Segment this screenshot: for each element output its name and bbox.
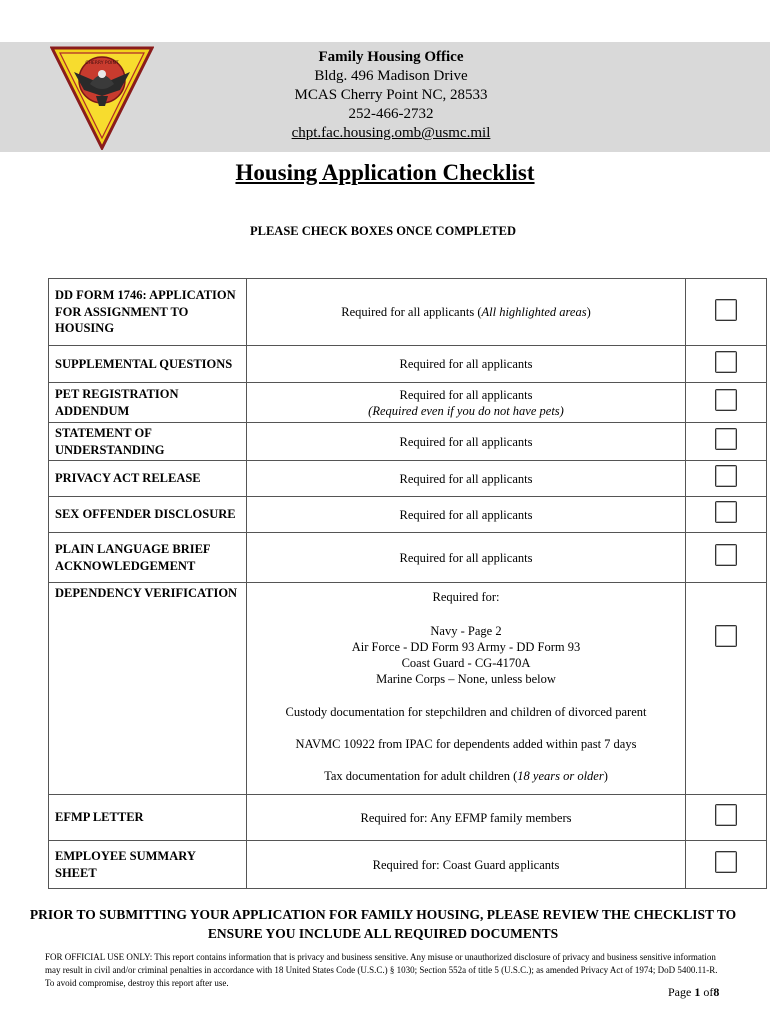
page-title: Housing Application Checklist xyxy=(235,160,535,185)
letterhead xyxy=(0,42,770,152)
dependency-intro: Required for: xyxy=(432,590,500,604)
row-label: PRIVACY ACT RELEASE xyxy=(49,461,247,497)
privacy-act-release-checkbox[interactable] xyxy=(715,465,737,487)
row-label: EMPLOYEE SUMMARY SHEET xyxy=(49,841,247,889)
sex-offender-disclosure-checkbox[interactable] xyxy=(715,501,737,523)
dependency-tax: Tax documentation for adult children (18 years or older) xyxy=(324,769,608,783)
row-label: EFMP LETTER xyxy=(49,795,247,841)
table-row xyxy=(49,279,767,346)
checkbox-cell xyxy=(686,795,767,841)
checkbox-cell xyxy=(686,346,767,383)
supplemental-questions-checkbox[interactable] xyxy=(715,351,737,373)
row-requirement: Required for all applicants xyxy=(247,497,686,533)
office-address-line1: Bldg. 496 Madison Drive xyxy=(314,68,468,84)
table-row xyxy=(49,533,767,583)
office-phone: 252-466-2732 xyxy=(348,106,434,122)
checkbox-cell xyxy=(686,497,767,533)
row-requirement: Required for all applicants xyxy=(247,533,686,583)
table-row xyxy=(49,497,767,533)
checklist-table xyxy=(48,278,767,889)
checkbox-cell xyxy=(686,583,767,795)
row-label: DD FORM 1746: APPLICATION FOR ASSIGNMENT TO HOUSING xyxy=(49,279,247,346)
fouo-notice: FOR OFFICIAL USE ONLY: This report contains information that is privacy and business sensitive. Any misuse or unauthorized disclosure of privacy and business sensitive information may result in civil and/or criminal penalties in accordance with 18 United States Code (U.S.C.) § 1030; Section 552a of title 5 (U.S.C.); as amended Privacy Act of 1974; DoD 5400.11-R. To avoid compromise, destroy this report after use. xyxy=(45,952,718,988)
dependency-navy: Navy - Page 2 xyxy=(430,624,502,638)
row-label: PLAIN LANGUAGE BRIEF ACKNOWLEDGEMENT xyxy=(49,533,247,583)
dependency-navmc: NAVMC 10922 from IPAC for dependents added within past 7 days xyxy=(295,737,637,751)
dependency-marine-corps: Marine Corps – None, unless below xyxy=(376,672,556,686)
svg-text:CHERRY POINT: CHERRY POINT xyxy=(85,61,119,66)
closing-instruction: PRIOR TO SUBMITTING YOUR APPLICATION FOR FAMILY HOUSING, PLEASE REVIEW THE CHECKLIST TO ENSURE YOU INCLUDE ALL REQUIRED DOCUMENTS xyxy=(29,907,737,941)
table-row xyxy=(49,346,767,383)
checkbox-cell xyxy=(686,461,767,497)
row-label: STATEMENT OF UNDERSTANDING xyxy=(49,423,247,461)
checkbox-cell xyxy=(686,533,767,583)
office-email-link[interactable]: chpt.fac.housing.omb@usmc.mil xyxy=(291,125,491,141)
row-requirement: Required for all applicants xyxy=(247,346,686,383)
dependency-custody: Custody documentation for stepchildren and children of divorced parent xyxy=(285,705,647,719)
dependency-coast-guard: Coast Guard - CG-4170A xyxy=(401,656,531,670)
checkbox-cell xyxy=(686,279,767,346)
row-label: SUPPLEMENTAL QUESTIONS xyxy=(49,346,247,383)
row-requirement: Required for all applicants (All highlighted areas) xyxy=(247,279,686,346)
dd-form-1746-checkbox[interactable] xyxy=(715,299,737,321)
table-row xyxy=(49,841,767,889)
table-row xyxy=(49,795,767,841)
checkbox-cell xyxy=(686,383,767,423)
dependency-verification-checkbox[interactable] xyxy=(715,625,737,647)
checkbox-cell xyxy=(686,841,767,889)
row-requirement xyxy=(247,583,686,795)
row-requirement: Required for: Coast Guard applicants xyxy=(247,841,686,889)
plain-language-brief-checkbox[interactable] xyxy=(715,544,737,566)
efmp-letter-checkbox[interactable] xyxy=(715,804,737,826)
pet-registration-checkbox[interactable] xyxy=(715,389,737,411)
table-row xyxy=(49,583,767,795)
table-row xyxy=(49,423,767,461)
checkbox-cell xyxy=(686,423,767,461)
row-requirement: Required for: Any EFMP family members xyxy=(247,795,686,841)
row-label: PET REGISTRATION ADDENDUM xyxy=(49,383,247,423)
employee-summary-sheet-checkbox[interactable] xyxy=(715,851,737,873)
row-requirement: Required for all applicants xyxy=(247,423,686,461)
row-label: SEX OFFENDER DISCLOSURE xyxy=(49,497,247,533)
page-number: Page 1 of8 xyxy=(668,985,720,999)
row-label: DEPENDENCY VERIFICATION xyxy=(49,583,247,795)
row-requirement: Required for all applicants xyxy=(247,461,686,497)
row-requirement: Required for all applicants (Required even if you do not have pets) xyxy=(247,383,686,423)
table-row xyxy=(49,383,767,423)
statement-of-understanding-checkbox[interactable] xyxy=(715,428,737,450)
office-address-line2: MCAS Cherry Point NC, 28533 xyxy=(294,87,488,103)
instructions: PLEASE CHECK BOXES ONCE COMPLETED xyxy=(249,224,516,238)
dependency-air-force-army: Air Force - DD Form 93 Army - DD Form 93 xyxy=(351,640,581,654)
office-name: Family Housing Office xyxy=(318,49,464,65)
marine-corps-air-station-emblem xyxy=(50,44,154,150)
table-row xyxy=(49,461,767,497)
